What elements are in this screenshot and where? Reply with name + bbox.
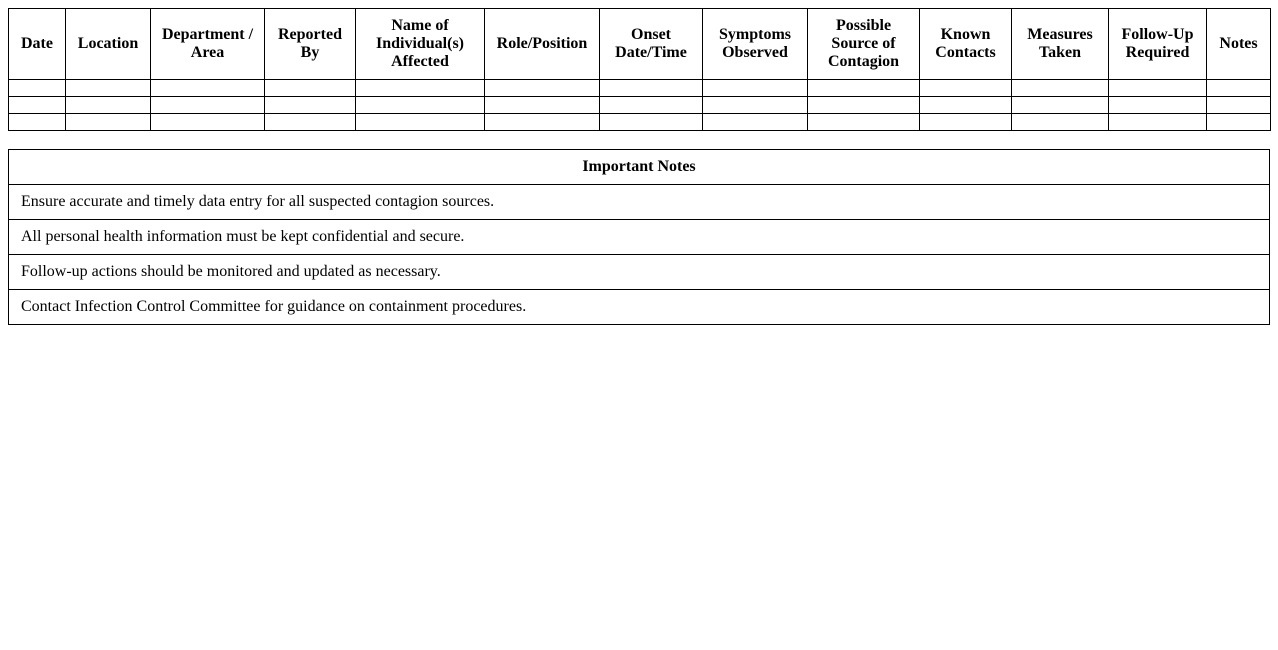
header-possible-source: Possible Source of Contagion <box>808 9 920 80</box>
log-cell[interactable] <box>808 97 920 114</box>
log-cell[interactable] <box>600 80 703 97</box>
log-row <box>9 97 1271 114</box>
note-row <box>9 255 1270 290</box>
contagion-log-table <box>8 8 1271 131</box>
header-follow-up-required: Follow-Up Required <box>1109 9 1207 80</box>
log-cell[interactable] <box>9 114 66 131</box>
log-cell[interactable] <box>703 80 808 97</box>
log-cell[interactable] <box>66 97 151 114</box>
note-row <box>9 290 1270 325</box>
log-cell[interactable] <box>808 114 920 131</box>
log-cell[interactable] <box>1109 97 1207 114</box>
log-cell[interactable] <box>600 114 703 131</box>
log-cell[interactable] <box>1109 80 1207 97</box>
note-item: Ensure accurate and timely data entry for all suspected contagion sources. <box>9 185 1270 220</box>
header-location: Location <box>66 9 151 80</box>
note-item: Follow-up actions should be monitored and updated as necessary. <box>9 255 1270 290</box>
header-known-contacts: Known Contacts <box>920 9 1012 80</box>
log-cell[interactable] <box>9 97 66 114</box>
log-cell[interactable] <box>600 97 703 114</box>
header-symptoms-observed: Symptoms Observed <box>703 9 808 80</box>
log-cell[interactable] <box>265 80 356 97</box>
log-cell[interactable] <box>920 97 1012 114</box>
header-onset-datetime: Onset Date/Time <box>600 9 703 80</box>
log-cell[interactable] <box>808 80 920 97</box>
log-cell[interactable] <box>151 114 265 131</box>
important-notes-table <box>8 149 1270 325</box>
log-cell[interactable] <box>1207 80 1271 97</box>
log-cell[interactable] <box>265 114 356 131</box>
note-item: All personal health information must be kept confidential and secure. <box>9 220 1270 255</box>
log-cell[interactable] <box>356 80 485 97</box>
note-row <box>9 185 1270 220</box>
header-reported-by: Reported By <box>265 9 356 80</box>
log-cell[interactable] <box>920 114 1012 131</box>
log-cell[interactable] <box>703 114 808 131</box>
log-cell[interactable] <box>1109 114 1207 131</box>
log-cell[interactable] <box>1207 114 1271 131</box>
log-cell[interactable] <box>485 80 600 97</box>
log-cell[interactable] <box>265 97 356 114</box>
notes-title-row <box>9 150 1270 185</box>
log-cell[interactable] <box>151 80 265 97</box>
log-cell[interactable] <box>1207 97 1271 114</box>
note-row <box>9 220 1270 255</box>
log-cell[interactable] <box>151 97 265 114</box>
log-cell[interactable] <box>356 114 485 131</box>
log-cell[interactable] <box>703 97 808 114</box>
log-cell[interactable] <box>66 80 151 97</box>
log-cell[interactable] <box>1012 80 1109 97</box>
header-measures-taken: Measures Taken <box>1012 9 1109 80</box>
header-row <box>9 9 1271 80</box>
log-table-body <box>9 80 1271 131</box>
log-cell[interactable] <box>1012 97 1109 114</box>
header-department-area: Department / Area <box>151 9 265 80</box>
log-row <box>9 114 1271 131</box>
header-individuals-affected: Name of Individual(s) Affected <box>356 9 485 80</box>
header-role-position: Role/Position <box>485 9 600 80</box>
notes-title: Important Notes <box>9 150 1270 185</box>
log-cell[interactable] <box>9 80 66 97</box>
header-notes: Notes <box>1207 9 1271 80</box>
log-row <box>9 80 1271 97</box>
log-cell[interactable] <box>485 97 600 114</box>
log-cell[interactable] <box>920 80 1012 97</box>
note-item: Contact Infection Control Committee for guidance on containment procedures. <box>9 290 1270 325</box>
log-cell[interactable] <box>1012 114 1109 131</box>
log-cell[interactable] <box>485 114 600 131</box>
header-date: Date <box>9 9 66 80</box>
log-cell[interactable] <box>66 114 151 131</box>
log-cell[interactable] <box>356 97 485 114</box>
